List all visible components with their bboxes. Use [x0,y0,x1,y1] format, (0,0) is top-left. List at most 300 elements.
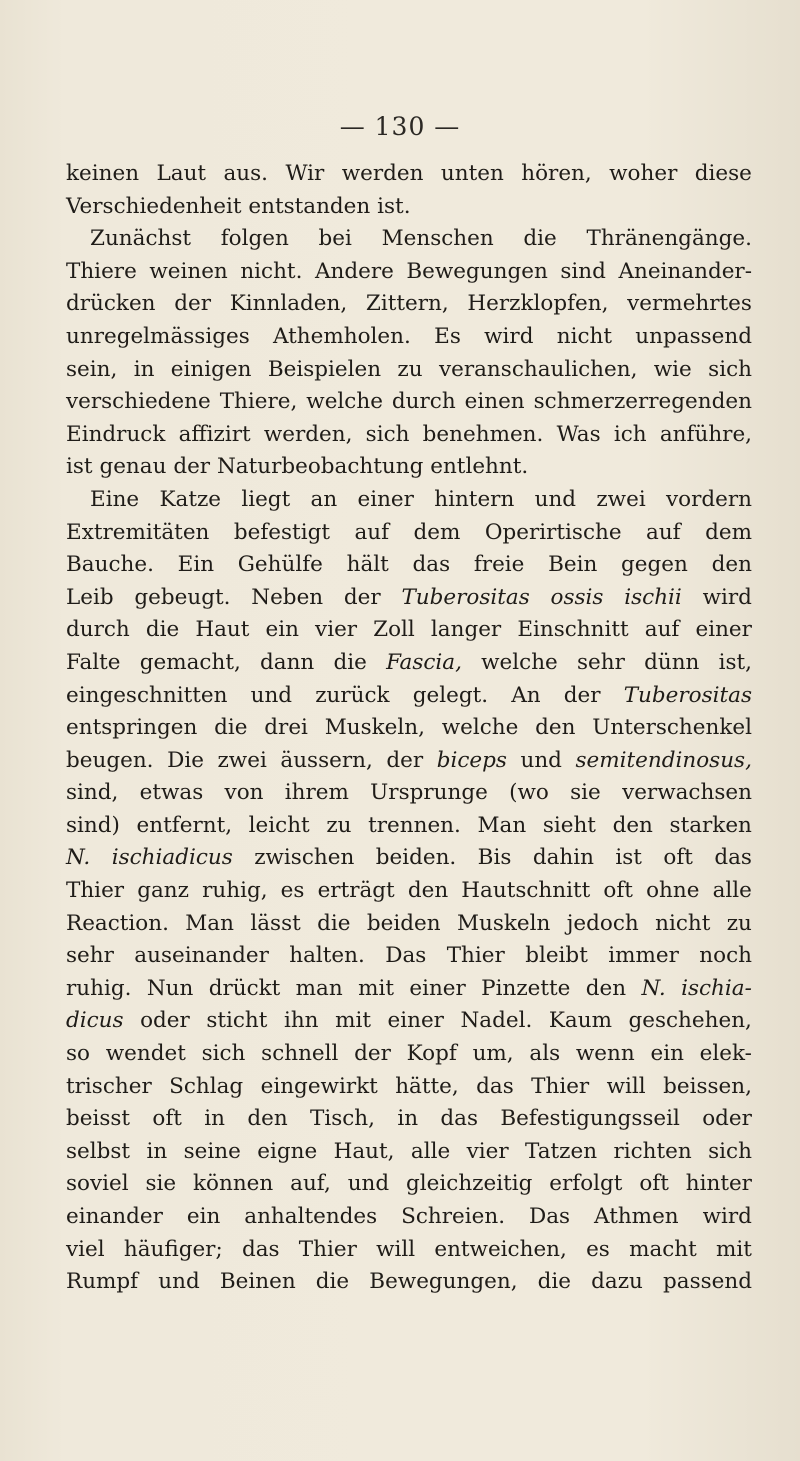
word: der [174,291,211,317]
word: ruhig. [66,975,132,1001]
word: Zunächst [90,226,192,252]
text-line [66,1038,752,1071]
word: weinen [149,258,228,284]
word: welche [481,649,558,675]
word: Kopf [406,1041,457,1067]
word: Fascia, [386,649,462,675]
word: Zoll [373,617,415,643]
word: N. [641,975,666,1001]
word: eingeschnitten [66,682,228,708]
word: drücken [66,291,156,317]
word: hält [346,552,389,578]
text-line [66,973,752,1006]
word: gegen [621,552,688,578]
word: Schreien. [401,1204,506,1229]
word: unpassend [635,323,752,349]
word: jedoch [566,910,639,936]
word: benehmen. [422,421,544,447]
word: um, [472,1041,514,1067]
word: schnell [261,1041,339,1067]
word: beissen, [663,1073,752,1099]
word: und [250,682,293,708]
word: den [612,812,653,838]
word: selbst [66,1138,131,1164]
word: das [241,1236,280,1262]
word: Neben [251,584,324,610]
word: beugen. [66,747,154,773]
word: Ursprunge [370,780,488,806]
word: woher [609,161,678,186]
word: sind [560,258,606,284]
word: dann [260,649,315,675]
word: Rumpf [66,1269,139,1295]
word: den [711,552,752,578]
word: oft [639,1171,669,1197]
word: bleibt [525,943,588,969]
word: schmerzerregenden [533,389,752,415]
word: viel [66,1236,105,1262]
word: einander [66,1204,163,1229]
word: ganz [137,878,189,904]
word: sich [708,1138,752,1164]
word: Extremitäten [66,519,210,545]
word: Bis [477,845,512,871]
word: welche [441,715,519,741]
word: die [523,226,557,252]
word: Thränengänge. [586,226,752,252]
word: sehr [66,943,114,969]
word: erträgt [317,878,395,904]
word: Muskeln, [324,715,425,741]
word: ihn [283,1008,319,1034]
word: das [440,1106,479,1132]
word: Das [529,1204,571,1229]
text-line [66,1071,752,1104]
word: aus. [223,161,269,186]
word: ischia- [681,975,752,1001]
word: Gehülfe [237,552,323,578]
text-line [66,419,752,452]
word: wird [702,1204,752,1229]
word: den [535,715,576,741]
word: folgen [220,226,289,252]
word: Bauche. [66,552,154,578]
word: Katze [159,486,222,512]
word: verschiedene [66,389,211,415]
word: von [224,780,264,806]
word: noch [699,943,752,969]
text-line [66,517,752,550]
word: können [193,1171,274,1197]
word: Verschiedenheit [66,193,242,219]
word: richten [613,1138,692,1164]
word: Die [167,747,204,773]
word: hinter [685,1171,752,1197]
word: Schlag [169,1073,244,1099]
word: ich [613,421,647,447]
word: einer [387,1008,444,1034]
word: Tuberositas [623,682,752,708]
word: ein [186,1204,221,1229]
word: Zittern, [365,291,449,317]
word: eingewirkt [260,1073,378,1099]
word: es [280,878,305,904]
word: Tuberositas [401,584,530,610]
word: und [520,747,562,773]
word: Tisch, [310,1106,375,1132]
word: einer [357,486,414,512]
word: Nun [146,975,194,1001]
word: ischii [624,584,682,610]
word: entweichen, [434,1236,567,1262]
word: leicht [248,812,310,838]
text-line [66,875,752,908]
word: gemacht, [139,649,241,675]
text-line [66,1005,752,1038]
word: in [133,356,155,382]
word: die [214,715,248,741]
word: dem [705,519,752,545]
word: nicht [556,323,613,349]
word: den [585,975,627,1001]
word: zu [726,910,752,936]
text-line [66,810,752,843]
word: liegt [241,486,291,512]
text-line [66,1103,752,1136]
word: entlehnt. [430,454,529,480]
word: sind, [66,780,119,806]
word: den [407,878,449,904]
word: mit [716,1236,752,1262]
page-number: — 130 — [339,112,461,141]
word: sieht [542,812,596,838]
word: durch [391,389,456,415]
word: die [145,617,180,643]
word: wird [484,323,534,349]
word: entspringen [66,715,198,741]
word: mit [358,975,394,1001]
word: passend [663,1269,752,1295]
text-line [66,549,752,582]
word: entfernt, [136,812,233,838]
text-line [66,321,752,354]
word: mit [335,1008,371,1034]
word: wenn [575,1041,635,1067]
word: die [333,649,367,675]
word: die [315,1269,350,1295]
word: vier [315,617,358,643]
word: Man [477,812,527,838]
word: lässt [250,910,301,936]
body-text [66,158,752,1299]
word: erfolgt [549,1171,623,1197]
word: langer [430,617,502,643]
word: hintern [434,486,515,512]
word: bei [318,226,352,252]
word: der [343,584,381,610]
word: nicht [655,910,711,936]
word: oft [663,845,693,871]
word: zwei [217,747,267,773]
word: Kinnladen, [229,291,348,317]
word: so [66,1041,90,1067]
word: einigen [170,356,252,382]
word: befestigt [233,519,330,545]
word: ischiadicus [111,845,233,871]
word: man [295,975,343,1001]
word: dahin [532,845,594,871]
word: und [534,486,577,512]
word: auf [354,519,390,545]
word: in [204,1106,226,1132]
text-line [66,1266,752,1299]
word: hören, [521,161,592,186]
word: anführe, [659,421,752,447]
word: ossis [550,584,604,610]
word: An [511,682,541,708]
word: Bewegungen [406,258,548,284]
word: anhaltendes [244,1204,378,1229]
word: nicht. [240,258,303,284]
word: einer [695,617,752,643]
word: Das [385,943,427,969]
word: Es [434,323,461,349]
word: veranschaulichen, [438,356,638,382]
word: Ein [177,552,215,578]
word: auseinander [134,943,269,969]
word: Naturbeobachtung [216,454,424,480]
word: das [476,1073,514,1099]
word: drückt [208,975,281,1001]
text-line [66,451,752,484]
word: vier [466,1138,509,1164]
word: ist, [718,649,752,675]
word: auf [644,617,680,643]
word: Hautschnitt [461,878,591,904]
word: Einschnitt [517,617,629,643]
word: elek- [699,1041,752,1067]
text-line [66,1234,752,1267]
word: ist [615,845,642,871]
word: sticht [206,1008,268,1034]
word: ohne [646,878,700,904]
word: Thier [531,1073,590,1099]
word: soviel [66,1171,129,1197]
word: Reaction. [66,910,169,936]
text-line [66,745,752,778]
word: der [563,682,601,708]
word: der [354,1041,391,1067]
word: welche [306,389,383,415]
word: trischer [66,1073,152,1099]
word: ruhig, [202,878,268,904]
word: Was [556,421,601,447]
text-line [66,908,752,941]
word: oft [603,878,633,904]
word: sind) [66,812,120,838]
word: Unterschenkel [592,715,752,741]
word: Laut [156,161,207,186]
word: den [247,1106,288,1132]
word: werden, [263,421,353,447]
word: biceps [436,747,507,773]
word: Befestigungsseil [500,1106,680,1132]
word: alle [410,1138,451,1164]
word: sein, [66,356,118,382]
word: unregelmässiges [66,323,250,349]
word: ein [265,617,299,643]
word: und [347,1171,390,1197]
text-line [66,712,752,745]
word: immer [608,943,679,969]
word: vordern [666,486,752,512]
word: Haut, [333,1138,395,1164]
word: drei [264,715,308,741]
word: ist. [377,193,411,219]
word: werden [341,161,424,186]
word: die [317,910,351,936]
word: Eine [90,486,140,512]
word: macht [629,1236,697,1262]
word: affizirt [178,421,251,447]
word: oft [152,1106,182,1132]
word: es [586,1236,610,1262]
word: Leib [66,584,114,610]
word: die [537,1269,572,1295]
word: Pinzette [481,975,571,1001]
text-line [66,256,752,289]
word: Falte [66,649,121,675]
word: auf [646,519,681,545]
word: (wo [509,780,549,806]
word: gelegt. [412,682,489,708]
word: dem [413,519,461,545]
word: Bein [548,552,598,578]
word: freie [473,552,525,578]
word: auf, [290,1171,331,1197]
text-line [66,582,752,615]
word: Eindruck [66,421,166,447]
word: N. [66,845,91,871]
word: vermehrtes [627,291,752,317]
text-line [66,1136,752,1169]
word: ihrem [284,780,349,806]
word: oder [702,1106,752,1132]
word: sich [365,421,410,447]
word: sich [708,356,752,382]
word: Menschen [381,226,494,252]
word: etwas [139,780,204,806]
word: als [529,1041,561,1067]
word: dazu [591,1269,643,1295]
word: genau [99,454,167,480]
word: sich [201,1041,246,1067]
word: gleichzeitig [406,1171,533,1197]
word: dicus [66,1008,124,1034]
word: Aneinander- [618,258,752,284]
word: häufiger; [123,1236,223,1262]
word: durch [66,617,130,643]
word: das [714,845,752,871]
text-line [66,354,752,387]
text-line [66,158,752,191]
word: hätte, [395,1073,459,1099]
word: Athemholen. [273,323,411,349]
word: starken [669,812,752,838]
word: will [376,1236,416,1262]
word: seine [183,1138,241,1164]
word: Man [185,910,234,936]
word: alle [712,878,752,904]
text-line [66,1168,752,1201]
word: in [146,1138,168,1164]
word: Wir [285,161,325,186]
text-line [66,940,752,973]
word: Muskeln [456,910,551,936]
word: zurück [315,682,390,708]
word: wird [702,584,752,610]
word: einer [409,975,466,1001]
word: beisst [66,1106,131,1132]
word: und [158,1269,200,1295]
word: Kaum [548,1008,612,1034]
word: entstanden [248,193,371,219]
text-line [66,842,752,875]
text-line [66,223,752,256]
word: Tatzen [525,1138,598,1164]
text-line [66,191,752,224]
word: wie [653,356,692,382]
text-line [66,647,752,680]
text-line [66,777,752,810]
word: einen [464,389,525,415]
text-line [66,614,752,647]
word: Beispielen [267,356,382,382]
word: sehr [576,649,625,675]
word: Thiere, [219,389,298,415]
word: zwei [596,486,646,512]
text-line [66,1201,752,1234]
word: trennen. [368,812,461,838]
text-line [66,680,752,713]
word: in [397,1106,419,1132]
word: dünn [644,649,700,675]
word: beiden [366,910,441,936]
word: zu [397,356,423,382]
text-line [66,484,752,517]
word: halten. [289,943,365,969]
word: wendet [105,1041,186,1067]
word: zwischen [254,845,355,871]
word: äussern, [280,747,373,773]
word: an [310,486,338,512]
word: Bewegungen, [369,1269,518,1295]
word: Beinen [219,1269,296,1295]
word: gebeugt. [134,584,231,610]
word: ist [66,454,93,480]
word: eigne [257,1138,318,1164]
text-line [66,288,752,321]
word: Thier [66,878,125,904]
word: Athmen [594,1204,679,1229]
word: Operirtische [484,519,622,545]
word: Haut [195,617,250,643]
word: sie [145,1171,177,1197]
word: das [412,552,451,578]
word: semitendinosus, [575,747,752,773]
word: Andere [314,258,394,284]
word: geschehen, [628,1008,752,1034]
